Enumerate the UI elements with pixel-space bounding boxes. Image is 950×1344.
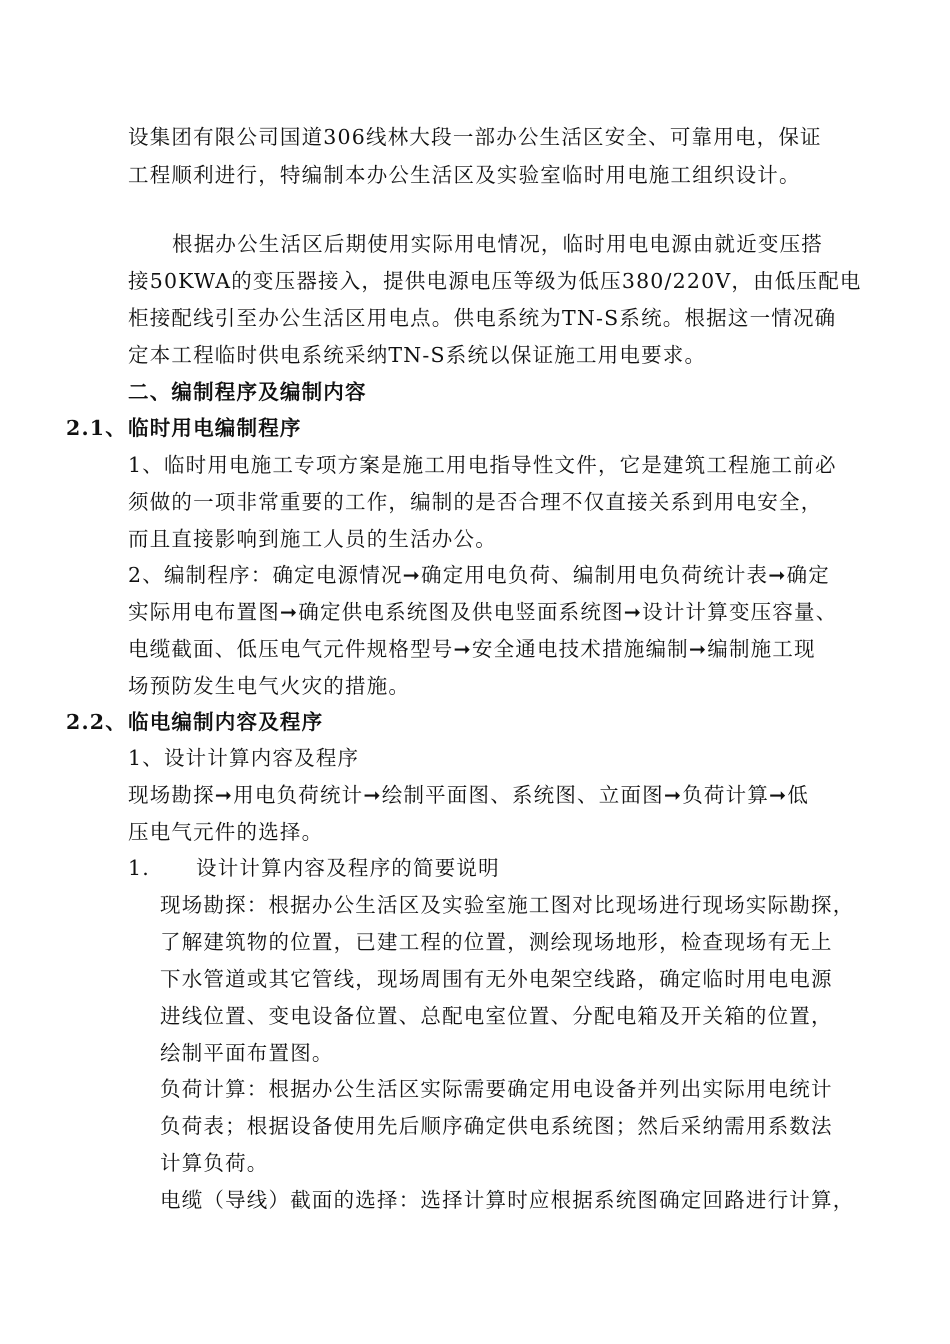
list-number: 1. bbox=[128, 856, 150, 880]
paragraph-line: 负荷计算：根据办公生活区实际需要确定用电设备并列出实际用电统计 bbox=[160, 1077, 833, 1101]
list-title: 设计计算内容及程序的简要说明 bbox=[196, 856, 500, 880]
paragraph-line: 实际用电布置图➞确定供电系统图及供电竖面系统图➞设计计算变压容量、 bbox=[128, 600, 838, 624]
paragraph-line: 须做的一项非常重要的工作，编制的是否合理不仅直接关系到用电安全， bbox=[128, 490, 823, 514]
paragraph-line: 了解建筑物的位置，已建工程的位置，测绘现场地形，检查现场有无上 bbox=[160, 930, 833, 954]
paragraph-line: 定本工程临时供电系统采纳TN-S系统以保证施工用电要求。 bbox=[128, 343, 707, 367]
paragraph-line: 电缆截面、低压电气元件规格型号➞安全通电技术措施编制➞编制施工现 bbox=[128, 637, 816, 661]
paragraph-line: 而且直接影响到施工人员的生活办公。 bbox=[128, 527, 497, 551]
paragraph-line: 现场勘探：根据办公生活区及实验室施工图对比现场进行现场实际勘探， bbox=[160, 893, 855, 917]
subsection-number: 2.1、 bbox=[66, 416, 127, 440]
paragraph-line: 压电气元件的选择。 bbox=[128, 820, 324, 844]
paragraph-line: 工程顺利进行，特编制本办公生活区及实验室临时用电施工组织设计。 bbox=[128, 163, 801, 187]
paragraph-line: 场预防发生电气火灾的措施。 bbox=[128, 674, 411, 698]
paragraph-line: 计算负荷。 bbox=[160, 1151, 269, 1175]
subsection-title: 临电编制内容及程序 bbox=[128, 710, 324, 734]
paragraph-line: 进线位置、变电设备位置、总配电室位置、分配电箱及开关箱的位置， bbox=[160, 1004, 833, 1028]
paragraph-line: 接50KWA的变压器接入，提供电源电压等级为低压380/220V，由低压配电 bbox=[128, 269, 862, 293]
paragraph-line: 绘制平面布置图。 bbox=[160, 1041, 334, 1065]
paragraph-line: 下水管道或其它管线，现场周围有无外电架空线路，确定临时用电电源 bbox=[160, 967, 833, 991]
section-heading: 二、编制程序及编制内容 bbox=[128, 380, 367, 404]
subsection-number: 2.2、 bbox=[66, 710, 127, 734]
paragraph-line: 1、设计计算内容及程序 bbox=[128, 746, 360, 770]
paragraph-line: 2、编制程序：确定电源情况➞确定用电负荷、编制用电负荷统计表➞确定 bbox=[128, 563, 830, 587]
subsection-title: 临时用电编制程序 bbox=[128, 416, 302, 440]
paragraph-line: 柜接配线引至办公生活区用电点。供电系统为TN-S系统。根据这一情况确 bbox=[128, 306, 837, 330]
paragraph-line: 1、临时用电施工专项方案是施工用电指导性文件，它是建筑工程施工前必 bbox=[128, 453, 837, 477]
paragraph-line: 电缆（导线）截面的选择：选择计算时应根据系统图确定回路进行计算， bbox=[160, 1188, 855, 1212]
paragraph-line: 现场勘探➞用电负荷统计➞绘制平面图、系统图、立面图➞负荷计算➞低 bbox=[128, 783, 810, 807]
paragraph-line: 负荷表；根据设备使用先后顺序确定供电系统图；然后采纳需用系数法 bbox=[160, 1114, 833, 1138]
paragraph-line: 根据办公生活区后期使用实际用电情况，临时用电电源由就近变压搭 bbox=[172, 232, 823, 256]
paragraph-line: 设集团有限公司国道306线林大段一部办公生活区安全、可靠用电，保证 bbox=[128, 125, 822, 149]
